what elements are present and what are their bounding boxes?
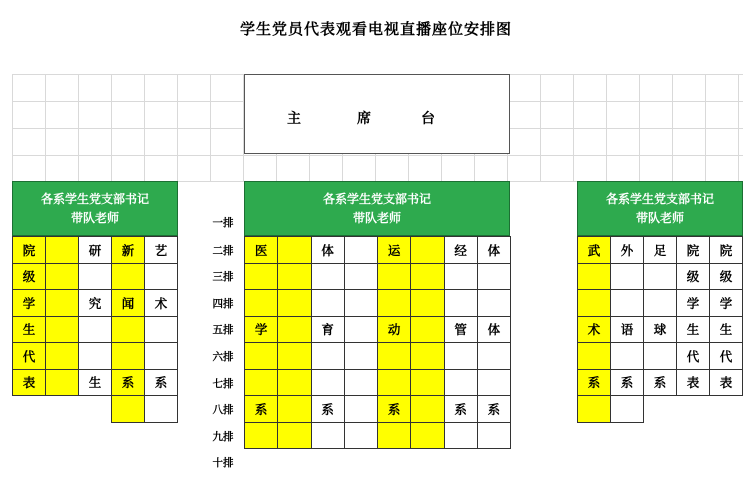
right-seat: 语 bbox=[610, 316, 644, 344]
center-seat bbox=[277, 316, 311, 344]
right-seat bbox=[610, 263, 644, 291]
left-seat bbox=[144, 316, 178, 344]
center-seat: 运 bbox=[377, 236, 411, 264]
center-seat: 动 bbox=[377, 316, 411, 344]
left-seat: 新 bbox=[111, 236, 145, 264]
gridline bbox=[45, 74, 46, 181]
podium-char-3: 台 bbox=[421, 111, 435, 127]
left-seat: 研 bbox=[78, 236, 112, 264]
center-seat bbox=[344, 422, 378, 450]
left-block-header bbox=[12, 181, 178, 236]
right-seat: 级 bbox=[709, 263, 743, 291]
right-seat bbox=[577, 263, 611, 291]
center-seat bbox=[410, 422, 444, 450]
center-seat bbox=[244, 263, 278, 291]
center-seat bbox=[444, 263, 478, 291]
right-seat: 表 bbox=[709, 369, 743, 397]
center-seat bbox=[377, 289, 411, 317]
center-seat bbox=[344, 263, 378, 291]
center-seat bbox=[444, 289, 478, 317]
left-seat: 闻 bbox=[111, 289, 145, 317]
center-seat bbox=[410, 236, 444, 264]
right-seat: 系 bbox=[643, 369, 677, 397]
center-seat bbox=[377, 263, 411, 291]
center-seat bbox=[344, 342, 378, 370]
center-seat: 育 bbox=[311, 316, 345, 344]
center-seat bbox=[344, 395, 378, 423]
center-seat bbox=[244, 369, 278, 397]
gridline bbox=[606, 74, 607, 181]
right-seat: 学 bbox=[709, 289, 743, 317]
center-seat bbox=[410, 316, 444, 344]
left-seat: 系 bbox=[111, 369, 145, 397]
center-seat bbox=[277, 263, 311, 291]
center-seat: 系 bbox=[444, 395, 478, 423]
left-seat bbox=[45, 342, 79, 370]
left-seat: 学 bbox=[12, 289, 46, 317]
gridline bbox=[705, 74, 706, 181]
left-seat bbox=[144, 342, 178, 370]
center-seat bbox=[444, 422, 478, 450]
right-seat bbox=[577, 289, 611, 317]
gridline bbox=[672, 74, 673, 181]
center-seat bbox=[377, 369, 411, 397]
right-seat: 表 bbox=[676, 369, 710, 397]
left-seat bbox=[111, 263, 145, 291]
left-seat: 生 bbox=[78, 369, 112, 397]
center-seat: 管 bbox=[444, 316, 478, 344]
right-seat: 外 bbox=[610, 236, 644, 264]
center-seat: 系 bbox=[377, 395, 411, 423]
center-seat bbox=[244, 289, 278, 317]
row-label: 五排 bbox=[212, 324, 234, 336]
left-seat: 术 bbox=[144, 289, 178, 317]
gridline bbox=[177, 74, 178, 181]
podium bbox=[244, 74, 510, 154]
left-seat: 院 bbox=[12, 236, 46, 264]
center-seat bbox=[377, 422, 411, 450]
center-seat bbox=[344, 316, 378, 344]
center-seat bbox=[311, 289, 345, 317]
right-seat bbox=[610, 342, 644, 370]
row-label: 十排 bbox=[212, 457, 234, 469]
center-header-line2: 带队老师 bbox=[352, 210, 401, 225]
center-seat: 经 bbox=[444, 236, 478, 264]
center-seat bbox=[311, 263, 345, 291]
right-seat bbox=[577, 395, 611, 423]
center-seat: 系 bbox=[477, 395, 511, 423]
gridline bbox=[12, 74, 13, 181]
left-seat bbox=[78, 316, 112, 344]
right-seat: 球 bbox=[643, 316, 677, 344]
left-seat bbox=[78, 342, 112, 370]
center-seat bbox=[277, 342, 311, 370]
right-block-header bbox=[577, 181, 743, 236]
right-seat: 系 bbox=[610, 369, 644, 397]
center-seat bbox=[410, 395, 444, 423]
row-label: 九排 bbox=[212, 431, 234, 443]
right-seat bbox=[643, 263, 677, 291]
center-seat bbox=[311, 342, 345, 370]
left-seat bbox=[144, 263, 178, 291]
left-seat: 艺 bbox=[144, 236, 178, 264]
left-seat bbox=[111, 316, 145, 344]
center-seat bbox=[277, 289, 311, 317]
center-seat bbox=[410, 263, 444, 291]
row-label: 七排 bbox=[212, 378, 234, 390]
left-seat: 生 bbox=[12, 316, 46, 344]
podium-char-1: 主 bbox=[287, 111, 301, 127]
center-seat: 体 bbox=[477, 316, 511, 344]
right-seat: 学 bbox=[676, 289, 710, 317]
gridline bbox=[738, 74, 739, 181]
center-seat bbox=[477, 342, 511, 370]
center-seat bbox=[344, 236, 378, 264]
center-seat bbox=[344, 369, 378, 397]
right-seat bbox=[643, 342, 677, 370]
left-seat: 级 bbox=[12, 263, 46, 291]
center-seat bbox=[377, 342, 411, 370]
left-seat bbox=[45, 289, 79, 317]
row-label: 六排 bbox=[212, 351, 234, 363]
row-label: 四排 bbox=[212, 298, 234, 310]
row-label: 一排 bbox=[212, 217, 234, 229]
center-seat: 医 bbox=[244, 236, 278, 264]
center-seat bbox=[277, 395, 311, 423]
right-seat: 代 bbox=[676, 342, 710, 370]
center-seat bbox=[344, 289, 378, 317]
gridline bbox=[540, 74, 541, 181]
left-seat bbox=[111, 395, 145, 423]
right-seat: 院 bbox=[709, 236, 743, 264]
left-seat bbox=[144, 395, 178, 423]
page-title: 学生党员代表观看电视直播座位安排图 bbox=[239, 20, 512, 38]
center-seat: 体 bbox=[477, 236, 511, 264]
gridline bbox=[573, 74, 574, 181]
center-seat bbox=[410, 342, 444, 370]
right-header-line1: 各系学生党支部书记 bbox=[605, 191, 714, 206]
left-header-line1: 各系学生党支部书记 bbox=[40, 191, 149, 206]
right-seat bbox=[643, 289, 677, 317]
center-seat bbox=[444, 342, 478, 370]
left-header-line2: 带队老师 bbox=[70, 210, 119, 225]
gridline bbox=[144, 74, 145, 181]
center-seat bbox=[477, 263, 511, 291]
left-seat: 系 bbox=[144, 369, 178, 397]
center-seat bbox=[477, 289, 511, 317]
center-seat: 学 bbox=[244, 316, 278, 344]
center-seat: 系 bbox=[244, 395, 278, 423]
right-seat bbox=[577, 342, 611, 370]
gridline bbox=[78, 74, 79, 181]
right-seat: 生 bbox=[676, 316, 710, 344]
center-seat bbox=[277, 369, 311, 397]
center-seat bbox=[444, 369, 478, 397]
right-seat: 术 bbox=[577, 316, 611, 344]
center-seat bbox=[477, 369, 511, 397]
right-seat bbox=[610, 395, 644, 423]
left-seat: 代 bbox=[12, 342, 46, 370]
left-seat bbox=[45, 236, 79, 264]
row-label: 八排 bbox=[212, 404, 234, 416]
gridline bbox=[111, 74, 112, 181]
left-seat bbox=[45, 316, 79, 344]
left-seat bbox=[78, 263, 112, 291]
right-seat: 系 bbox=[577, 369, 611, 397]
left-seat bbox=[111, 342, 145, 370]
gridline bbox=[210, 74, 211, 181]
left-seat: 表 bbox=[12, 369, 46, 397]
podium-char-2: 席 bbox=[357, 111, 371, 127]
center-seat bbox=[410, 289, 444, 317]
center-seat: 系 bbox=[311, 395, 345, 423]
right-seat: 生 bbox=[709, 316, 743, 344]
right-seat: 代 bbox=[709, 342, 743, 370]
center-seat: 体 bbox=[311, 236, 345, 264]
row-label: 二排 bbox=[212, 245, 234, 257]
right-header-line2: 带队老师 bbox=[635, 210, 684, 225]
right-seat: 足 bbox=[643, 236, 677, 264]
row-label: 三排 bbox=[212, 271, 234, 283]
center-seat bbox=[277, 422, 311, 450]
right-seat: 院 bbox=[676, 236, 710, 264]
right-seat: 级 bbox=[676, 263, 710, 291]
left-seat bbox=[45, 263, 79, 291]
center-seat bbox=[311, 369, 345, 397]
center-seat bbox=[410, 369, 444, 397]
left-seat bbox=[45, 369, 79, 397]
center-block-header bbox=[244, 181, 510, 236]
center-seat bbox=[244, 342, 278, 370]
gridline bbox=[639, 74, 640, 181]
center-seat bbox=[477, 422, 511, 450]
right-seat bbox=[610, 289, 644, 317]
center-seat bbox=[277, 236, 311, 264]
right-seat: 武 bbox=[577, 236, 611, 264]
left-seat: 究 bbox=[78, 289, 112, 317]
center-seat bbox=[311, 422, 345, 450]
gridline bbox=[12, 155, 743, 156]
center-seat bbox=[244, 422, 278, 450]
center-header-line1: 各系学生党支部书记 bbox=[322, 191, 431, 206]
